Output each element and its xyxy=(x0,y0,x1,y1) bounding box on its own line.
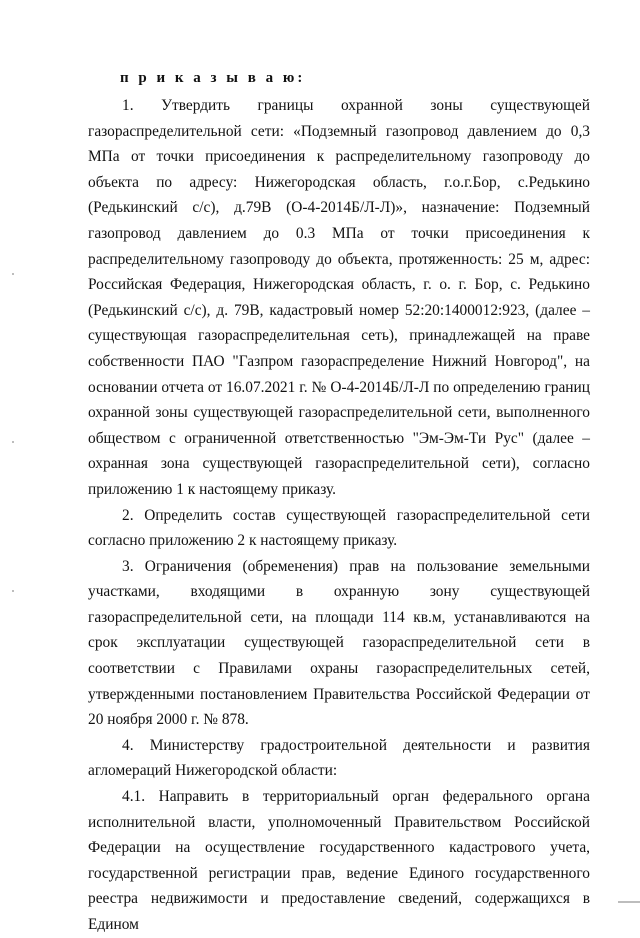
scan-mark xyxy=(12,441,14,443)
paragraph-1: 1. Утвердить границы охранной зоны существующей газораспределительной сети: «Подземный газопровод давлением до 0,3 МПа от точки присоединения к распределительному газопроводу до объекта по адресу: Нижегородская область, г.о.г.Бор, с.Редькино (Редькинский с/с), д.79В (О-4-2014Б/Л-Л)», назначение: Подземный газопровод давлением до 0.3 МПа от точки присоединения к распределительному газопроводу до объекта, протяженность: 25 м, адрес: Российская Федерация, Нижегородская область, г. о. г. Бор, с. Редькино (Редькинский с/с), д. 79В, кадастровый номер 52:20:1400012:923, (далее – существующая газораспределительная сеть), принадлежащей на праве собственности ПАО "Газпром газораспределение Нижний Новгород", на основании отчета от 16.07.2021 г. № О-4-2014Б/Л-Л по определению границ охранной зоны существующей газораспределительной сети, выполненного обществом с ограниченной ответственностью "Эм-Эм-Ти Рус" (далее – охранная зона существующей газораспределительной сети), согласно приложению 1 к настоящему приказу. xyxy=(88,97,590,498)
document-body xyxy=(88,93,590,938)
paragraph-2: 2. Определить состав существующей газораспределительной сети согласно приложению 2 к настоящему приказу. xyxy=(88,506,590,550)
paragraph-3: 3. Ограничения (обременения) прав на пользование земельными участками, входящими в охранную зону существующей газораспределительной сети, на площади 114 кв.м, устанавливаются на срок эксплуатации существующей газораспределительной сети в соответствии с Правилами охраны газораспределительных сетей, утвержденными постановлением Правительства Российской Федерации от 20 ноября 2000 г. № 878. xyxy=(88,557,590,729)
paragraph-4: 4. Министерству градостроительной деятельности и развития агломераций Нижегородской области: xyxy=(88,736,590,780)
scan-mark xyxy=(618,901,640,903)
scan-mark xyxy=(12,273,14,275)
order-heading: п р и к а з ы в а ю: xyxy=(120,70,306,86)
paragraph-4-1: 4.1. Направить в территориальный орган федерального органа исполнительной власти, уполномоченный Правительством Российской Федерации на осуществление государственного кадастрового учета, государственной регистрации прав, ведение Единого государственного реестра недвижимости и предоставление сведений, содержащихся в Едином xyxy=(88,788,590,933)
scan-mark xyxy=(12,590,14,592)
